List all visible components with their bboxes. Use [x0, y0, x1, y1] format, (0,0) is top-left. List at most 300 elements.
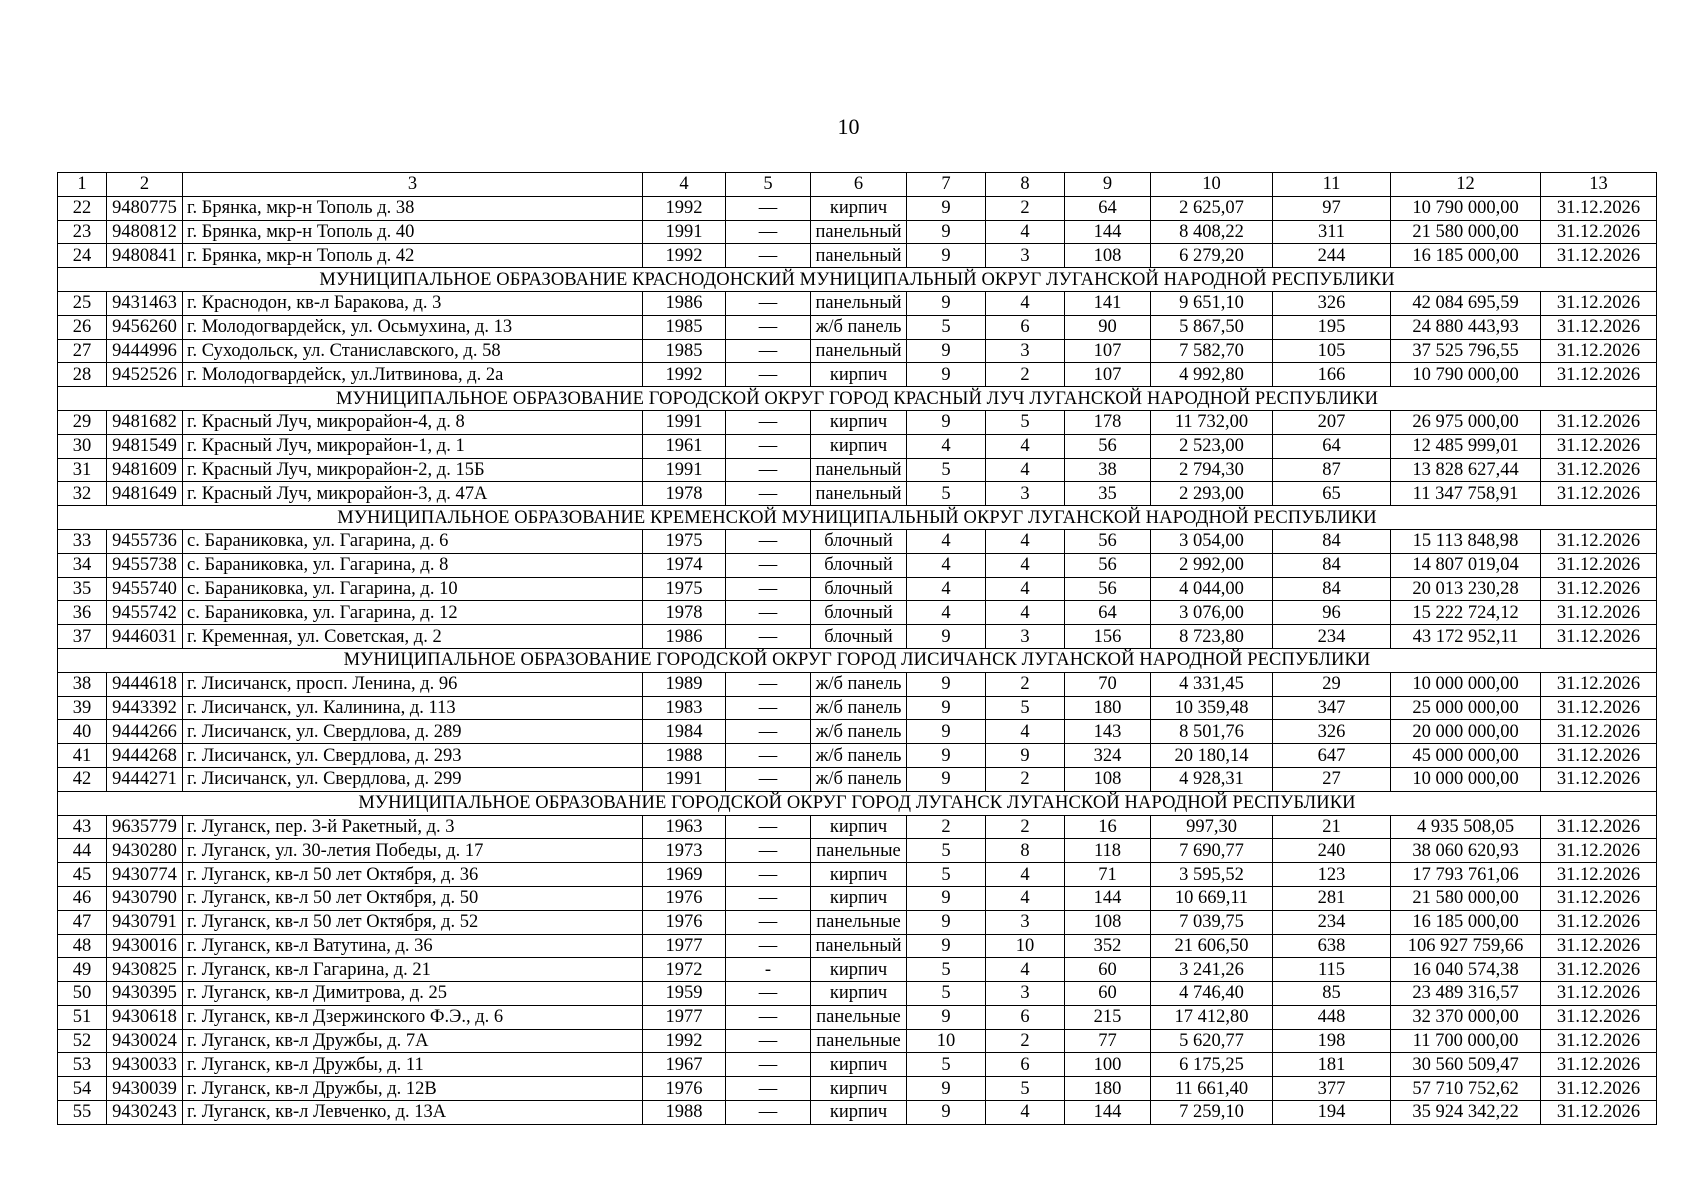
cell-col-5: —	[726, 291, 811, 315]
row-number: 48	[58, 934, 107, 958]
cost: 10 000 000,00	[1391, 672, 1541, 696]
table-row	[58, 982, 1657, 1006]
apartments: 352	[1065, 934, 1151, 958]
address: г. Суходольск, ул. Станиславского, д. 58	[183, 339, 643, 363]
cost: 4 935 508,05	[1391, 815, 1541, 839]
entrances: 4	[986, 291, 1065, 315]
residents: 64	[1273, 434, 1391, 458]
cost: 57 710 752,62	[1391, 1077, 1541, 1101]
year-built: 1985	[643, 339, 726, 363]
wall-material: ж/б панель	[811, 720, 907, 744]
floors: 9	[907, 244, 986, 268]
entrances: 3	[986, 982, 1065, 1006]
row-number: 45	[58, 863, 107, 887]
cost: 15 222 724,12	[1391, 601, 1541, 625]
floors: 9	[907, 410, 986, 434]
year-built: 1989	[643, 672, 726, 696]
wall-material: кирпич	[811, 815, 907, 839]
entrances: 3	[986, 625, 1065, 649]
year-built: 1977	[643, 1005, 726, 1029]
cell-col-5: —	[726, 339, 811, 363]
object-id: 9430039	[107, 1077, 183, 1101]
year-built: 1991	[643, 458, 726, 482]
table-row	[58, 458, 1657, 482]
floors: 2	[907, 815, 986, 839]
table-header	[58, 173, 1657, 197]
row-number: 41	[58, 744, 107, 768]
row-number: 27	[58, 339, 107, 363]
floors: 9	[907, 1077, 986, 1101]
year-built: 1984	[643, 720, 726, 744]
cell-col-5: —	[726, 1101, 811, 1125]
cost: 43 172 952,11	[1391, 625, 1541, 649]
deadline: 31.12.2026	[1541, 744, 1657, 768]
area: 4 746,40	[1151, 982, 1273, 1006]
year-built: 1972	[643, 958, 726, 982]
deadline: 31.12.2026	[1541, 291, 1657, 315]
deadline: 31.12.2026	[1541, 910, 1657, 934]
area: 7 690,77	[1151, 839, 1273, 863]
column-header: 8	[986, 173, 1065, 197]
table-row	[58, 720, 1657, 744]
cost: 16 185 000,00	[1391, 244, 1541, 268]
row-number: 53	[58, 1053, 107, 1077]
wall-material: блочный	[811, 577, 907, 601]
area: 5 867,50	[1151, 315, 1273, 339]
residents: 166	[1273, 363, 1391, 387]
entrances: 2	[986, 815, 1065, 839]
wall-material: кирпич	[811, 982, 907, 1006]
entrances: 4	[986, 886, 1065, 910]
deadline: 31.12.2026	[1541, 1005, 1657, 1029]
entrances: 4	[986, 577, 1065, 601]
floors: 9	[907, 363, 986, 387]
cost: 23 489 316,57	[1391, 982, 1541, 1006]
apartments: 16	[1065, 815, 1151, 839]
table-row	[58, 1053, 1657, 1077]
year-built: 1976	[643, 910, 726, 934]
entrances: 5	[986, 410, 1065, 434]
cost: 10 000 000,00	[1391, 767, 1541, 791]
cell-col-5: —	[726, 601, 811, 625]
year-built: 1969	[643, 863, 726, 887]
section-title: МУНИЦИПАЛЬНОЕ ОБРАЗОВАНИЕ ГОРОДСКОЙ ОКРУГ ГОРОД ЛУГАНСК ЛУГАНСКОЙ НАРОДНОЙ РЕСПУБЛИКИ	[58, 791, 1657, 815]
wall-material: ж/б панель	[811, 315, 907, 339]
object-id: 9444266	[107, 720, 183, 744]
wall-material: панельные	[811, 1029, 907, 1053]
deadline: 31.12.2026	[1541, 601, 1657, 625]
residents: 87	[1273, 458, 1391, 482]
deadline: 31.12.2026	[1541, 315, 1657, 339]
column-header: 7	[907, 173, 986, 197]
address: г. Красный Луч, микрорайон-4, д. 8	[183, 410, 643, 434]
year-built: 1986	[643, 625, 726, 649]
object-id: 9480841	[107, 244, 183, 268]
deadline: 31.12.2026	[1541, 815, 1657, 839]
area: 8 501,76	[1151, 720, 1273, 744]
cost: 38 060 620,93	[1391, 839, 1541, 863]
column-header: 5	[726, 173, 811, 197]
object-id: 9443392	[107, 696, 183, 720]
floors: 4	[907, 434, 986, 458]
year-built: 1988	[643, 744, 726, 768]
floors: 9	[907, 744, 986, 768]
cost: 32 370 000,00	[1391, 1005, 1541, 1029]
wall-material: кирпич	[811, 1077, 907, 1101]
year-built: 1976	[643, 1077, 726, 1101]
wall-material: блочный	[811, 601, 907, 625]
cell-col-5: —	[726, 244, 811, 268]
floors: 5	[907, 1053, 986, 1077]
object-id: 9456260	[107, 315, 183, 339]
deadline: 31.12.2026	[1541, 720, 1657, 744]
apartments: 108	[1065, 767, 1151, 791]
residents: 647	[1273, 744, 1391, 768]
cost: 12 485 999,01	[1391, 434, 1541, 458]
cost: 24 880 443,93	[1391, 315, 1541, 339]
year-built: 1986	[643, 291, 726, 315]
row-number: 52	[58, 1029, 107, 1053]
row-number: 31	[58, 458, 107, 482]
area: 4 928,31	[1151, 767, 1273, 791]
floors: 9	[907, 767, 986, 791]
area: 10 669,11	[1151, 886, 1273, 910]
apartments: 108	[1065, 910, 1151, 934]
row-number: 36	[58, 601, 107, 625]
cell-col-5: —	[726, 1029, 811, 1053]
apartments: 90	[1065, 315, 1151, 339]
table-row	[58, 220, 1657, 244]
address: с. Бараниковка, ул. Гагарина, д. 10	[183, 577, 643, 601]
address: г. Луганск, кв-л 50 лет Октября, д. 52	[183, 910, 643, 934]
object-id: 9430790	[107, 886, 183, 910]
deadline: 31.12.2026	[1541, 196, 1657, 220]
entrances: 4	[986, 553, 1065, 577]
year-built: 1975	[643, 529, 726, 553]
wall-material: панельный	[811, 934, 907, 958]
residents: 195	[1273, 315, 1391, 339]
address: г. Луганск, кв-л Димитрова, д. 25	[183, 982, 643, 1006]
deadline: 31.12.2026	[1541, 863, 1657, 887]
section-title: МУНИЦИПАЛЬНОЕ ОБРАЗОВАНИЕ КРАСНОДОНСКИЙ МУНИЦИПАЛЬНЫЙ ОКРУГ ЛУГАНСКОЙ НАРОДНОЙ РЕСПУБЛИКИ	[58, 268, 1657, 292]
wall-material: панельный	[811, 458, 907, 482]
column-header: 4	[643, 173, 726, 197]
object-id: 9455742	[107, 601, 183, 625]
floors: 9	[907, 625, 986, 649]
deadline: 31.12.2026	[1541, 672, 1657, 696]
cell-col-5: —	[726, 577, 811, 601]
table-row	[58, 529, 1657, 553]
column-header: 3	[183, 173, 643, 197]
residents: 207	[1273, 410, 1391, 434]
wall-material: блочный	[811, 625, 907, 649]
address: г. Брянка, мкр-н Тополь д. 42	[183, 244, 643, 268]
address: г. Луганск, кв-л 50 лет Октября, д. 36	[183, 863, 643, 887]
entrances: 4	[986, 1101, 1065, 1125]
residents: 198	[1273, 1029, 1391, 1053]
cell-col-5: —	[726, 196, 811, 220]
address: г. Луганск, кв-л 50 лет Октября, д. 50	[183, 886, 643, 910]
address: г. Луганск, кв-л Дружбы, д. 7А	[183, 1029, 643, 1053]
area: 7 259,10	[1151, 1101, 1273, 1125]
area: 6 175,25	[1151, 1053, 1273, 1077]
area: 3 241,26	[1151, 958, 1273, 982]
wall-material: кирпич	[811, 363, 907, 387]
wall-material: панельный	[811, 244, 907, 268]
area: 4 331,45	[1151, 672, 1273, 696]
wall-material: кирпич	[811, 434, 907, 458]
cell-col-5: —	[726, 1005, 811, 1029]
entrances: 8	[986, 839, 1065, 863]
wall-material: блочный	[811, 529, 907, 553]
floors: 9	[907, 672, 986, 696]
entrances: 2	[986, 196, 1065, 220]
year-built: 1992	[643, 1029, 726, 1053]
cost: 20 000 000,00	[1391, 720, 1541, 744]
floors: 9	[907, 339, 986, 363]
column-header: 1	[58, 173, 107, 197]
wall-material: панельные	[811, 1005, 907, 1029]
table-row	[58, 886, 1657, 910]
cell-col-5: —	[726, 863, 811, 887]
row-number: 44	[58, 839, 107, 863]
floors: 4	[907, 601, 986, 625]
cell-col-5: —	[726, 934, 811, 958]
floors: 5	[907, 863, 986, 887]
column-header: 6	[811, 173, 907, 197]
area: 2 625,07	[1151, 196, 1273, 220]
cost: 15 113 848,98	[1391, 529, 1541, 553]
table-row	[58, 196, 1657, 220]
object-id: 9430016	[107, 934, 183, 958]
cost: 26 975 000,00	[1391, 410, 1541, 434]
object-id: 9480812	[107, 220, 183, 244]
object-id: 9455736	[107, 529, 183, 553]
address: г. Кременная, ул. Советская, д. 2	[183, 625, 643, 649]
table-row	[58, 767, 1657, 791]
address: г. Красный Луч, микрорайон-2, д. 15Б	[183, 458, 643, 482]
table-row	[58, 339, 1657, 363]
area: 997,30	[1151, 815, 1273, 839]
residents: 115	[1273, 958, 1391, 982]
cost: 21 580 000,00	[1391, 886, 1541, 910]
cost: 14 807 019,04	[1391, 553, 1541, 577]
row-number: 32	[58, 482, 107, 506]
cell-col-5: —	[726, 744, 811, 768]
floors: 4	[907, 529, 986, 553]
row-number: 46	[58, 886, 107, 910]
residents: 65	[1273, 482, 1391, 506]
row-number: 49	[58, 958, 107, 982]
entrances: 6	[986, 1053, 1065, 1077]
cost: 106 927 759,66	[1391, 934, 1541, 958]
deadline: 31.12.2026	[1541, 482, 1657, 506]
section-row	[58, 506, 1657, 530]
column-header: 9	[1065, 173, 1151, 197]
year-built: 1992	[643, 196, 726, 220]
area: 3 054,00	[1151, 529, 1273, 553]
residents: 84	[1273, 529, 1391, 553]
floors: 9	[907, 196, 986, 220]
wall-material: кирпич	[811, 1101, 907, 1125]
entrances: 4	[986, 863, 1065, 887]
cell-col-5: —	[726, 815, 811, 839]
deadline: 31.12.2026	[1541, 1101, 1657, 1125]
address: г. Луганск, кв-л Гагарина, д. 21	[183, 958, 643, 982]
residents: 240	[1273, 839, 1391, 863]
address: г. Луганск, ул. 30-летия Победы, д. 17	[183, 839, 643, 863]
table-row	[58, 482, 1657, 506]
cell-col-5: —	[726, 1077, 811, 1101]
table-body	[58, 196, 1657, 1124]
year-built: 1992	[643, 363, 726, 387]
apartments: 141	[1065, 291, 1151, 315]
floors: 9	[907, 934, 986, 958]
wall-material: ж/б панель	[811, 672, 907, 696]
address: г. Лисичанск, ул. Свердлова, д. 293	[183, 744, 643, 768]
cell-col-5: —	[726, 767, 811, 791]
object-id: 9481609	[107, 458, 183, 482]
apartments: 56	[1065, 529, 1151, 553]
row-number: 28	[58, 363, 107, 387]
row-number: 39	[58, 696, 107, 720]
object-id: 9481682	[107, 410, 183, 434]
deadline: 31.12.2026	[1541, 1053, 1657, 1077]
entrances: 3	[986, 910, 1065, 934]
row-number: 55	[58, 1101, 107, 1125]
table-row	[58, 625, 1657, 649]
area: 4 044,00	[1151, 577, 1273, 601]
entrances: 3	[986, 482, 1065, 506]
residents: 84	[1273, 553, 1391, 577]
table-row	[58, 410, 1657, 434]
deadline: 31.12.2026	[1541, 982, 1657, 1006]
entrances: 4	[986, 458, 1065, 482]
apartments: 178	[1065, 410, 1151, 434]
column-header: 10	[1151, 173, 1273, 197]
wall-material: кирпич	[811, 1053, 907, 1077]
table-row	[58, 696, 1657, 720]
cell-col-5: —	[726, 482, 811, 506]
year-built: 1976	[643, 886, 726, 910]
apartments: 56	[1065, 577, 1151, 601]
apartments: 77	[1065, 1029, 1151, 1053]
floors: 10	[907, 1029, 986, 1053]
table-row	[58, 958, 1657, 982]
residents: 27	[1273, 767, 1391, 791]
table-row	[58, 1077, 1657, 1101]
address: г. Луганск, кв-л Дружбы, д. 11	[183, 1053, 643, 1077]
cell-col-5: —	[726, 434, 811, 458]
apartments: 60	[1065, 982, 1151, 1006]
residents: 244	[1273, 244, 1391, 268]
residents: 326	[1273, 720, 1391, 744]
wall-material: кирпич	[811, 863, 907, 887]
object-id: 9430395	[107, 982, 183, 1006]
wall-material: панельные	[811, 839, 907, 863]
cell-col-5: —	[726, 410, 811, 434]
residents: 97	[1273, 196, 1391, 220]
entrances: 4	[986, 601, 1065, 625]
apartments: 35	[1065, 482, 1151, 506]
wall-material: кирпич	[811, 958, 907, 982]
cell-col-5: —	[726, 839, 811, 863]
table-row	[58, 744, 1657, 768]
table-row	[58, 577, 1657, 601]
object-id: 9455740	[107, 577, 183, 601]
area: 8 408,22	[1151, 220, 1273, 244]
row-number: 54	[58, 1077, 107, 1101]
area: 2 992,00	[1151, 553, 1273, 577]
entrances: 2	[986, 767, 1065, 791]
row-number: 35	[58, 577, 107, 601]
address: г. Луганск, пер. 3-й Ракетный, д. 3	[183, 815, 643, 839]
floors: 9	[907, 1101, 986, 1125]
column-header: 12	[1391, 173, 1541, 197]
apartments: 108	[1065, 244, 1151, 268]
object-id: 9430033	[107, 1053, 183, 1077]
deadline: 31.12.2026	[1541, 458, 1657, 482]
floors: 4	[907, 553, 986, 577]
cost: 11 347 758,91	[1391, 482, 1541, 506]
row-number: 34	[58, 553, 107, 577]
cost: 20 013 230,28	[1391, 577, 1541, 601]
year-built: 1985	[643, 315, 726, 339]
entrances: 4	[986, 958, 1065, 982]
deadline: 31.12.2026	[1541, 839, 1657, 863]
deadline: 31.12.2026	[1541, 696, 1657, 720]
apartments: 180	[1065, 1077, 1151, 1101]
wall-material: блочный	[811, 553, 907, 577]
section-title: МУНИЦИПАЛЬНОЕ ОБРАЗОВАНИЕ ГОРОДСКОЙ ОКРУГ ГОРОД КРАСНЫЙ ЛУЧ ЛУГАНСКОЙ НАРОДНОЙ РЕСПУБЛИКИ	[58, 387, 1657, 411]
area: 11 661,40	[1151, 1077, 1273, 1101]
deadline: 31.12.2026	[1541, 529, 1657, 553]
cost: 17 793 761,06	[1391, 863, 1541, 887]
wall-material: панельный	[811, 482, 907, 506]
address: г. Лисичанск, просп. Ленина, д. 96	[183, 672, 643, 696]
table-row	[58, 1101, 1657, 1125]
area: 10 359,48	[1151, 696, 1273, 720]
year-built: 1959	[643, 982, 726, 1006]
deadline: 31.12.2026	[1541, 767, 1657, 791]
row-number: 37	[58, 625, 107, 649]
row-number: 50	[58, 982, 107, 1006]
cost: 42 084 695,59	[1391, 291, 1541, 315]
object-id: 9444618	[107, 672, 183, 696]
address: с. Бараниковка, ул. Гагарина, д. 8	[183, 553, 643, 577]
deadline: 31.12.2026	[1541, 958, 1657, 982]
object-id: 9430825	[107, 958, 183, 982]
object-id: 9444271	[107, 767, 183, 791]
cost: 16 185 000,00	[1391, 910, 1541, 934]
residents: 377	[1273, 1077, 1391, 1101]
area: 3 595,52	[1151, 863, 1273, 887]
object-id: 9444268	[107, 744, 183, 768]
deadline: 31.12.2026	[1541, 886, 1657, 910]
object-id: 9481649	[107, 482, 183, 506]
entrances: 9	[986, 744, 1065, 768]
apartments: 100	[1065, 1053, 1151, 1077]
entrances: 5	[986, 1077, 1065, 1101]
residents: 326	[1273, 291, 1391, 315]
column-header: 13	[1541, 173, 1657, 197]
wall-material: ж/б панель	[811, 767, 907, 791]
deadline: 31.12.2026	[1541, 577, 1657, 601]
deadline: 31.12.2026	[1541, 244, 1657, 268]
apartments: 70	[1065, 672, 1151, 696]
residents: 96	[1273, 601, 1391, 625]
cell-col-5: —	[726, 625, 811, 649]
